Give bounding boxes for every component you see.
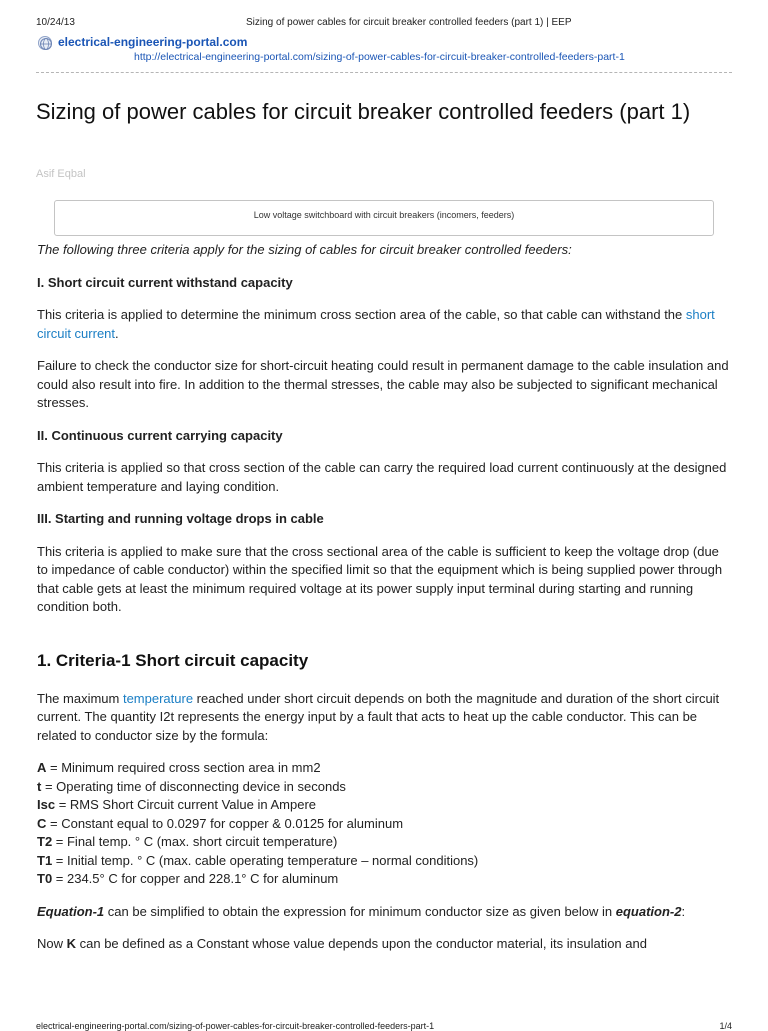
article-author: Asif Eqbal — [36, 168, 86, 180]
temperature-link[interactable]: temperature — [122, 690, 194, 706]
definition-item: T2 = Final temp. ° C (max. short circuit temperature) — [37, 834, 338, 849]
k-constant-paragraph: Now K can be defined as a Constant whose value depends upon the conductor material, its insulation and — [37, 936, 647, 951]
criteria-1-heading: 1. Criteria-1 Short circuit capacity — [37, 650, 309, 670]
page-number: 1/4 — [719, 1021, 732, 1031]
print-date: 10/24/13 — [36, 17, 75, 28]
definition-item: A = Minimum required cross section area in mm2 — [37, 760, 321, 775]
section-1-heading: I. Short circuit current withstand capacity — [37, 274, 293, 290]
image-caption: Low voltage switchboard with circuit breakers (incomers, feeders) — [253, 210, 515, 220]
site-url-link[interactable]: http://electrical-engineering-portal.com/sizing-of-power-cables-for-circuit-breaker-controlled-feeders-part-1 — [134, 51, 625, 63]
section-2-paragraph-1: This criteria is applied so that cross section of the cable can carry the required load current continuously at the designed ambient temperature and laying condition. — [37, 460, 727, 494]
article-title: Sizing of power cables for circuit breaker controlled feeders (part 1) — [36, 99, 691, 124]
equation-paragraph: Equation-1 can be simplified to obtain the expression for minimum conductor size as given below in equation-2: — [37, 903, 686, 919]
globe-icon — [38, 36, 52, 50]
section-1-paragraph-1: This criteria is applied to determine the minimum cross section area of the cable, so that cable can withstand the short circuit current. — [37, 307, 715, 341]
image-caption-box — [54, 200, 714, 236]
definition-item: T0 = 234.5° C for copper and 228.1° C for aluminum — [37, 871, 339, 886]
footer-url: electrical-engineering-portal.com/sizing-of-power-cables-for-circuit-breaker-controlled-feeders-part-1 — [36, 1021, 435, 1031]
criteria-1-paragraph-1: The maximum temperature reached under short circuit depends on both the magnitude and duration of the short circuit current. The quantity I2t represents the energy input by a fault that acts to heat up the cable conductor. This can be related to conductor size by the formula: — [37, 690, 720, 743]
section-3-heading: III. Starting and running voltage drops in cable — [37, 511, 324, 526]
article-body — [37, 241, 733, 954]
section-3-paragraph-1: This criteria is applied to make sure that the cross sectional area of the cable is sufficient to keep the voltage drop (due to impedance of cable conductor) within the specified limit so that the equipment which is being supplied power through that cable gets at least the minimum required voltage at its power supply input terminal during starting and running condition both. — [37, 543, 723, 614]
definition-item: T1 = Initial temp. ° C (max. cable operating temperature – normal conditions) — [37, 852, 479, 868]
definition-item: Isc = RMS Short Circuit current Value in Ampere — [37, 797, 317, 812]
print-document-title: Sizing of power cables for circuit breaker controlled feeders (part 1) | EEP — [246, 17, 572, 28]
site-name-link[interactable]: electrical-engineering-portal.com — [58, 35, 248, 49]
short-circuit-current-link[interactable]: short circuit current — [37, 307, 715, 341]
definition-list — [37, 759, 733, 889]
header-divider — [36, 72, 732, 73]
print-header — [0, 0, 768, 30]
definition-item: C = Constant equal to 0.0297 for copper & 0.0125 for aluminum — [37, 815, 404, 831]
section-2-heading: II. Continuous current carrying capacity — [37, 427, 283, 443]
definition-item: t = Operating time of disconnecting device in seconds — [37, 778, 346, 794]
intro-paragraph: The following three criteria apply for the sizing of cables for circuit breaker controlled feeders: — [37, 242, 572, 257]
section-1-paragraph-2: Failure to check the conductor size for short-circuit heating could result in permanent damage to the cable insulation and could also result into fire. In addition to the thermal stresses, the cable may also be subjected to significant mechanical stresses. — [37, 358, 729, 410]
